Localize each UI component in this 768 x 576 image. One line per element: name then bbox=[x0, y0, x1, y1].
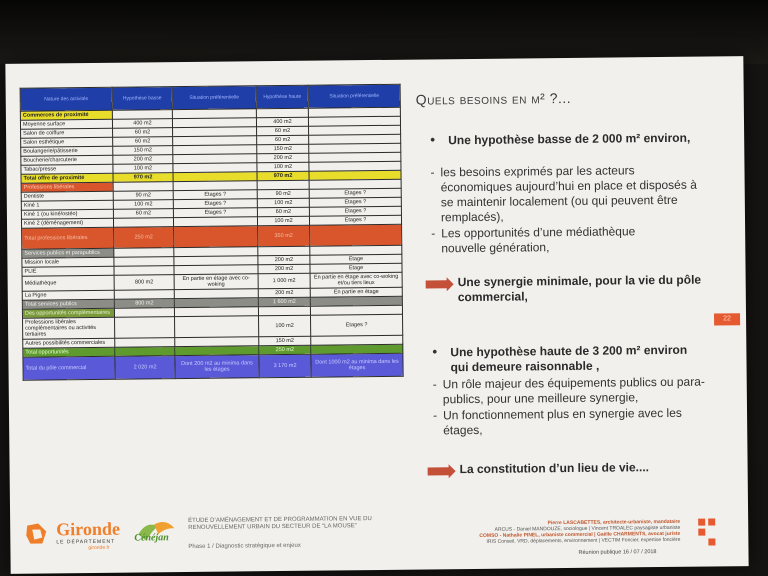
header-cell: Hypothèse basse bbox=[112, 87, 172, 111]
presentation-slide bbox=[5, 56, 748, 574]
value-cell: Etages ? bbox=[309, 206, 401, 216]
row-label-cell: Commerces de proximité bbox=[20, 110, 112, 120]
row-label-cell: Des opportunités complémentaires bbox=[22, 308, 114, 318]
value-cell: Etages ? bbox=[173, 208, 257, 218]
value-cell bbox=[115, 317, 175, 339]
value-cell: 60 m2 bbox=[113, 137, 173, 147]
value-cell: 200 m2 bbox=[258, 288, 310, 298]
value-cell: Etages ? bbox=[173, 199, 257, 209]
value-cell: En partie en étage avec co-woking bbox=[174, 274, 258, 290]
value-cell: Etages ? bbox=[309, 215, 401, 225]
header-cell: Situation préférentielle bbox=[172, 86, 256, 110]
value-cell: 100 m2 bbox=[257, 198, 309, 208]
dash: - bbox=[432, 408, 438, 423]
value-cell: 350 m2 bbox=[258, 225, 310, 247]
value-cell: 100 m2 bbox=[113, 200, 173, 210]
value-cell: 100 m2 bbox=[113, 164, 173, 174]
row-label-cell: Kiné 2 (déménagement) bbox=[21, 218, 113, 228]
living-place-text: La constitution d’un lieu de vie.... bbox=[459, 460, 650, 477]
value-cell: 200 m2 bbox=[257, 153, 309, 163]
credits-line: IRIS Conseil, VRD, déplacements, environnement | VECTIM Foncier, expertise foncière bbox=[486, 536, 681, 545]
row-label-cell: Boucherie/charcuterie bbox=[21, 155, 113, 165]
value-cell: 400 m2 bbox=[256, 117, 308, 127]
value-cell: Etages ? bbox=[310, 314, 402, 336]
value-cell: 100 m2 bbox=[259, 315, 311, 337]
header-cell: Hypothèse haute bbox=[256, 85, 308, 109]
high-hypothesis-line-2: Un fonctionnement plus en synergie avec les étages, bbox=[442, 405, 682, 438]
row-label-cell: Médiathèque bbox=[22, 275, 114, 291]
value-cell: 60 m2 bbox=[257, 135, 309, 145]
value-cell: 150 m2 bbox=[259, 336, 311, 346]
value-cell: 800 m2 bbox=[114, 275, 174, 291]
gironde-logo-text: Gironde bbox=[56, 518, 121, 540]
row-label-cell: Services publics et parapublics bbox=[22, 248, 114, 258]
room-dark-background bbox=[0, 0, 768, 64]
arrow-icon bbox=[428, 467, 450, 475]
row-label-cell: Boulangerie/pâtisserie bbox=[21, 146, 113, 156]
value-cell: En partie en étage bbox=[310, 287, 402, 297]
header-cell: Nature des activités bbox=[20, 87, 112, 111]
low-hypothesis-heading: Une hypothèse basse de 2 000 m² environ, bbox=[448, 130, 691, 148]
row-label-cell: PLIE bbox=[22, 266, 114, 276]
value-cell: Etages ? bbox=[309, 197, 401, 207]
arrow-icon bbox=[426, 280, 448, 288]
row-label-cell: Dentiste bbox=[21, 191, 113, 201]
high-hypothesis-heading: Une hypothèse haute de 3 200 m² environ qui demeure raisonnable , bbox=[450, 342, 688, 375]
row-label-cell: Total opportunités bbox=[23, 347, 115, 357]
value-cell: 60 m2 bbox=[113, 128, 173, 138]
row-label-cell: Kiné 1 (ou kiné/ostéo) bbox=[21, 209, 113, 219]
value-cell: Etage bbox=[310, 263, 402, 273]
low-hypothesis-line-1: les besoins exprimés par les acteurs économiques aujourd’hui en place et disposés à se maintenir localement (ou qui peuvent être remplacés), bbox=[440, 163, 697, 225]
credits-line: ARCUS - Daniel MANDOUZE, sociologue | Vincent TROALEC paysagiste urbaniste bbox=[494, 524, 681, 533]
row-label-cell: Autres possibilités commerciales bbox=[23, 338, 115, 348]
row-label-cell: La Pigne bbox=[22, 290, 114, 300]
value-cell: 200 m2 bbox=[258, 264, 310, 274]
value-cell: 970 m2 bbox=[257, 171, 309, 181]
synergy-minimal-text: Une synergie minimale, pour la vie du pôle commercial, bbox=[457, 272, 702, 305]
value-cell: 200 m2 bbox=[258, 255, 310, 265]
row-label-cell: Kiné 1 bbox=[21, 200, 113, 210]
value-cell: Etages ? bbox=[173, 190, 257, 200]
value-cell: Dont 200 m2 au minima dans les étages bbox=[175, 355, 259, 379]
row-label-cell: Salon esthétique bbox=[21, 137, 113, 147]
row-label-cell: Professions libérales bbox=[21, 182, 113, 192]
row-label-cell: Total professions libérales bbox=[22, 227, 114, 249]
credits-line: COMSO - Nathalie PINEL, urbaniste commercial | Gaëlle CHARMENTS, avocat juriste bbox=[479, 530, 681, 539]
header-cell: Situation préférentielle bbox=[308, 84, 400, 108]
value-cell: 250 m2 bbox=[114, 227, 174, 249]
value-cell bbox=[174, 226, 258, 248]
value-cell: 1 000 m2 bbox=[258, 273, 310, 289]
gironde-logo-url: gironde.fr bbox=[88, 544, 110, 552]
dash: - bbox=[432, 377, 437, 392]
dash: - bbox=[431, 226, 436, 241]
high-hypothesis-line-1: Un rôle majeur des équipements publics ou para-publics, pour une meilleure synergie, bbox=[442, 374, 705, 407]
value-cell: 970 m2 bbox=[113, 173, 173, 183]
page-number: 22 bbox=[714, 313, 740, 325]
row-label-cell: Mission locale bbox=[22, 257, 114, 267]
cenejan-logo-text: Cénéjan bbox=[134, 532, 169, 544]
value-cell bbox=[175, 316, 259, 338]
value-cell: 150 m2 bbox=[257, 144, 309, 154]
value-cell: 60 m2 bbox=[257, 207, 309, 217]
value-cell: 100 m2 bbox=[257, 216, 309, 226]
study-title: ÉTUDE D’AMÉNAGEMENT ET DE PROGRAMMATION EN VUE DU RENOUVELLEMENT URBAIN DU SECTEUR DE “LA MOUSE” bbox=[188, 516, 372, 531]
value-cell: Dont 1000 m2 au minima dans les étages bbox=[311, 353, 403, 377]
value-cell: 3 170 m2 bbox=[259, 354, 311, 378]
value-cell: En partie en étage avec co-woking et/ou tiers lieux bbox=[310, 272, 402, 288]
gironde-logo-icon bbox=[24, 521, 50, 547]
low-hypothesis-line-2: Les opportunités d’une médiathèque nouvelle génération, bbox=[441, 224, 636, 256]
gironde-logo-subtitle: LE DÉPARTEMENT bbox=[56, 538, 116, 546]
value-cell: 200 m2 bbox=[113, 155, 173, 165]
row-label-cell: Moyenne surface bbox=[20, 119, 112, 129]
value-cell: Etage bbox=[310, 254, 402, 264]
row-label-cell: Tabac/presse bbox=[21, 164, 113, 174]
row-label-cell: Total offre de proximité bbox=[21, 173, 113, 183]
value-cell: 100 m2 bbox=[257, 162, 309, 172]
meeting-date: Réunion publique 16 / 07 / 2018 bbox=[578, 549, 657, 556]
value-cell: 90 m2 bbox=[257, 189, 309, 199]
table-row bbox=[23, 353, 403, 380]
value-cell: 400 m2 bbox=[112, 119, 172, 129]
value-cell: 60 m2 bbox=[257, 126, 309, 136]
row-label-cell: Salon de coiffure bbox=[21, 128, 113, 138]
value-cell: 800 m2 bbox=[114, 299, 174, 309]
value-cell bbox=[310, 224, 402, 246]
credits-line: Pierre LASCABETTES, architecte-urbaniste, mandataire bbox=[547, 518, 681, 527]
row-label-cell: Professions libérales complémentaires ou activités tertiaires bbox=[23, 317, 115, 339]
value-cell: 90 m2 bbox=[113, 191, 173, 201]
study-phase: Phase 1 / Diagnostic stratégique et enjeux bbox=[188, 542, 301, 550]
dash: - bbox=[430, 165, 435, 180]
bullet-dot: • bbox=[430, 131, 436, 148]
value-cell: 150 m2 bbox=[113, 146, 173, 156]
bullet-dot: • bbox=[432, 343, 438, 360]
credits-block bbox=[430, 519, 680, 546]
row-label-cell: Total services publics bbox=[22, 299, 114, 309]
row-label-cell: Total du pôle commercial bbox=[23, 356, 115, 380]
slide-title: Quels besoins en m² ?... bbox=[415, 89, 572, 108]
value-cell: 1 600 m2 bbox=[258, 297, 310, 307]
value-cell: 2 020 m2 bbox=[115, 356, 175, 380]
value-cell: 250 m2 bbox=[259, 345, 311, 355]
value-cell: 60 m2 bbox=[113, 209, 173, 219]
surface-needs-table bbox=[20, 84, 404, 381]
value-cell: Etages ? bbox=[309, 188, 401, 198]
